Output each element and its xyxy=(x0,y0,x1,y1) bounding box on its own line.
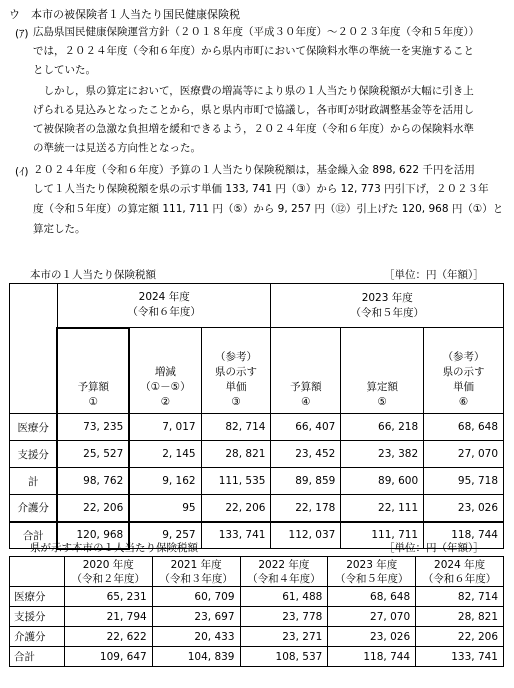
row-label: 支援分 xyxy=(10,441,58,468)
table-cell: 104, 839 xyxy=(152,647,240,667)
row-label-header xyxy=(10,284,58,414)
era-label: （令和４年度） xyxy=(247,572,321,585)
table-cell: 22, 206 xyxy=(416,627,504,647)
table-header-row xyxy=(10,284,504,328)
subheader-text: （①－⑤） xyxy=(140,381,191,393)
table-row xyxy=(10,627,504,647)
table-cell: 23, 778 xyxy=(240,607,328,627)
table-cell: 118, 744 xyxy=(424,522,504,549)
subheader-pref-unit-2024 xyxy=(201,328,271,414)
row-label: 介護分 xyxy=(10,495,58,522)
table-cell: 20, 433 xyxy=(152,627,240,647)
table-cell: 108, 537 xyxy=(240,647,328,667)
subheader-text: ② xyxy=(160,396,171,408)
table-cell: 66, 218 xyxy=(341,414,424,441)
subheader-text: 予算額 xyxy=(77,381,110,393)
table-cell: 111, 535 xyxy=(201,468,271,495)
subheader-text: 算定額 xyxy=(366,381,398,393)
table-row xyxy=(10,441,504,468)
table-cell: 27, 070 xyxy=(328,607,416,627)
section-a-marker: (ｱ) xyxy=(15,28,29,40)
subheader-text: （参考） xyxy=(442,351,485,363)
table-cell: 95 xyxy=(129,495,201,522)
year-header xyxy=(240,557,328,587)
table-cell: 22, 206 xyxy=(201,495,271,522)
table-cell: 22, 622 xyxy=(64,627,152,647)
table-cell: 65, 231 xyxy=(64,587,152,607)
table-cell: 23, 026 xyxy=(424,495,504,522)
section-a-line: しかし，県の算定において，医療費の増嵩等により県の１人当たり保険税額が大幅に引き上 xyxy=(33,85,474,97)
table-cell: 23, 697 xyxy=(152,607,240,627)
per-capita-tax-table xyxy=(9,283,504,550)
table-cell: 25, 527 xyxy=(57,441,129,468)
table-row xyxy=(10,495,504,522)
table-row xyxy=(10,607,504,627)
section-a-line: 広島県国民健康保険運営方針（２０１８年度（平成３０年度）～２０２３年度（令和５年度）） xyxy=(33,26,480,38)
subheader-text: ① xyxy=(88,396,99,408)
table-cell: 60, 709 xyxy=(152,587,240,607)
table2-caption: 県が示す本市の１人当たり保険税額 xyxy=(30,542,198,554)
era-label: （令和６年度） xyxy=(422,572,497,585)
section-a-line: げられる見込みとなったことから，県と県内市町で協議し，各市町が財政調整基金等を活用し xyxy=(33,104,474,116)
table-cell: 66, 407 xyxy=(271,414,341,441)
table-cell: 61, 488 xyxy=(240,587,328,607)
table-cell: 22, 206 xyxy=(57,495,129,522)
era-label: （令和６年度） xyxy=(127,306,201,319)
table-cell: 22, 178 xyxy=(271,495,341,522)
table-header-row xyxy=(10,557,504,587)
year-2023-header xyxy=(271,284,504,328)
table-cell: 22, 111 xyxy=(341,495,424,522)
table-cell: 23, 271 xyxy=(240,627,328,647)
table-row xyxy=(10,587,504,607)
section-b-line: 算定した。 xyxy=(33,223,86,235)
subheader-calculated-2023 xyxy=(341,328,424,414)
section-a-line: て被保険者の急激な負担増を緩和できるよう，２０２４年度（令和６年度）からの保険料水準 xyxy=(33,123,474,135)
table-cell: 133, 741 xyxy=(416,647,504,667)
table-subheader-row xyxy=(10,328,504,414)
subheader-change xyxy=(129,328,201,414)
table-row xyxy=(10,414,504,441)
table-cell: 112, 037 xyxy=(271,522,341,549)
year-label: 2023 年度 xyxy=(346,558,398,571)
subheader-text: （参考） xyxy=(215,351,258,363)
prefecture-tax-table xyxy=(9,556,504,667)
subheader-text: 県の示す xyxy=(442,366,485,378)
table-cell: 9, 257 xyxy=(129,522,201,549)
table2-unit: ［単位：円（年額）］ xyxy=(384,542,484,554)
subheader-text: ⑤ xyxy=(377,396,387,408)
table1-unit: ［単位：円（年額）］ xyxy=(384,269,484,281)
table-row-total xyxy=(10,647,504,667)
era-label: （令和５年度） xyxy=(350,306,424,319)
subheader-pref-unit-2023 xyxy=(424,328,504,414)
subheader-text: ④ xyxy=(301,396,311,408)
table-cell: 28, 821 xyxy=(201,441,271,468)
row-label: 合計 xyxy=(10,522,58,549)
section-a-line: では，２０２４年度（令和６年度）から県内市町において保険料水準の準統一を実施すること xyxy=(33,45,474,57)
year-label: 2020 年度 xyxy=(82,558,134,571)
table-cell: 120, 968 xyxy=(57,522,129,549)
row-label: 介護分 xyxy=(10,627,65,647)
year-label: 2024 年度 xyxy=(138,291,190,304)
subheader-budget-2024 xyxy=(57,328,129,414)
year-header xyxy=(416,557,504,587)
table-cell: 73, 235 xyxy=(57,414,129,441)
section-a-line: としていた。 xyxy=(33,64,96,76)
table-cell: 7, 017 xyxy=(129,414,201,441)
table-cell: 23, 026 xyxy=(328,627,416,647)
table-cell: 118, 744 xyxy=(328,647,416,667)
year-label: 2021 年度 xyxy=(170,558,222,571)
table-cell: 23, 452 xyxy=(271,441,341,468)
subheader-text: ③ xyxy=(231,396,241,408)
year-header xyxy=(64,557,152,587)
table-cell: 27, 070 xyxy=(424,441,504,468)
year-2024-header xyxy=(57,284,271,328)
table-cell: 98, 762 xyxy=(57,468,129,495)
table-cell: 109, 647 xyxy=(64,647,152,667)
row-label: 支援分 xyxy=(10,607,65,627)
era-label: （令和３年度） xyxy=(159,572,233,585)
table-cell: 9, 162 xyxy=(129,468,201,495)
subheader-text: 単価 xyxy=(453,381,475,393)
section-heading: ウ 本市の被保険者１人当たり国民健康保険税 xyxy=(9,8,240,21)
subheader-text: 増減 xyxy=(154,366,176,378)
table-cell: 82, 714 xyxy=(416,587,504,607)
subheader-text: 予算額 xyxy=(290,381,322,393)
table-cell: 95, 718 xyxy=(424,468,504,495)
table-cell: 82, 714 xyxy=(201,414,271,441)
year-label: 2024 年度 xyxy=(434,558,486,571)
row-label: 計 xyxy=(10,468,58,495)
row-label: 医療分 xyxy=(10,587,65,607)
year-header xyxy=(152,557,240,587)
table-cell: 21, 794 xyxy=(64,607,152,627)
table-cell: 2, 145 xyxy=(129,441,201,468)
section-b-line: 度（令和５年度）の算定額 111, 711 円（⑤）から 9, 257 円（⑫）引上げた 120, 968 円（①）と xyxy=(33,203,504,215)
section-b-marker: (ｲ) xyxy=(15,166,29,178)
subheader-text: 県の示す xyxy=(215,366,258,378)
table-row xyxy=(10,468,504,495)
table-cell: 89, 600 xyxy=(341,468,424,495)
table-cell: 68, 648 xyxy=(424,414,504,441)
table-cell: 23, 382 xyxy=(341,441,424,468)
subheader-budget-2023 xyxy=(271,328,341,414)
year-label: 2022 年度 xyxy=(258,558,310,571)
table-cell: 89, 859 xyxy=(271,468,341,495)
era-label: （令和５年度） xyxy=(334,572,409,585)
row-label: 合計 xyxy=(10,647,65,667)
subheader-text: ⑥ xyxy=(458,396,469,408)
table-cell: 111, 711 xyxy=(341,522,424,549)
year-label: 2023 年度 xyxy=(361,291,413,304)
year-header xyxy=(328,557,416,587)
subheader-text: 単価 xyxy=(225,381,247,393)
era-label: （令和２年度） xyxy=(71,572,146,585)
table1-caption: 本市の１人当たり保険税額 xyxy=(30,269,156,281)
row-label: 医療分 xyxy=(10,414,58,441)
section-a-line: の準統一は見送る方向性となった。 xyxy=(33,142,201,154)
section-b-line: ２０２４年度（令和６年度）予算の１人当たり保険税額は，基金繰入金 898, 622 千円を活用 xyxy=(33,164,475,176)
table-cell: 133, 741 xyxy=(201,522,271,549)
row-label-header xyxy=(10,557,65,587)
section-b-line: して１人当たり保険税額を県の示す単価 133, 741 円（③）から 12, 773 円引下げ，２０２３年 xyxy=(33,183,489,195)
table-cell: 28, 821 xyxy=(416,607,504,627)
table-cell: 68, 648 xyxy=(328,587,416,607)
